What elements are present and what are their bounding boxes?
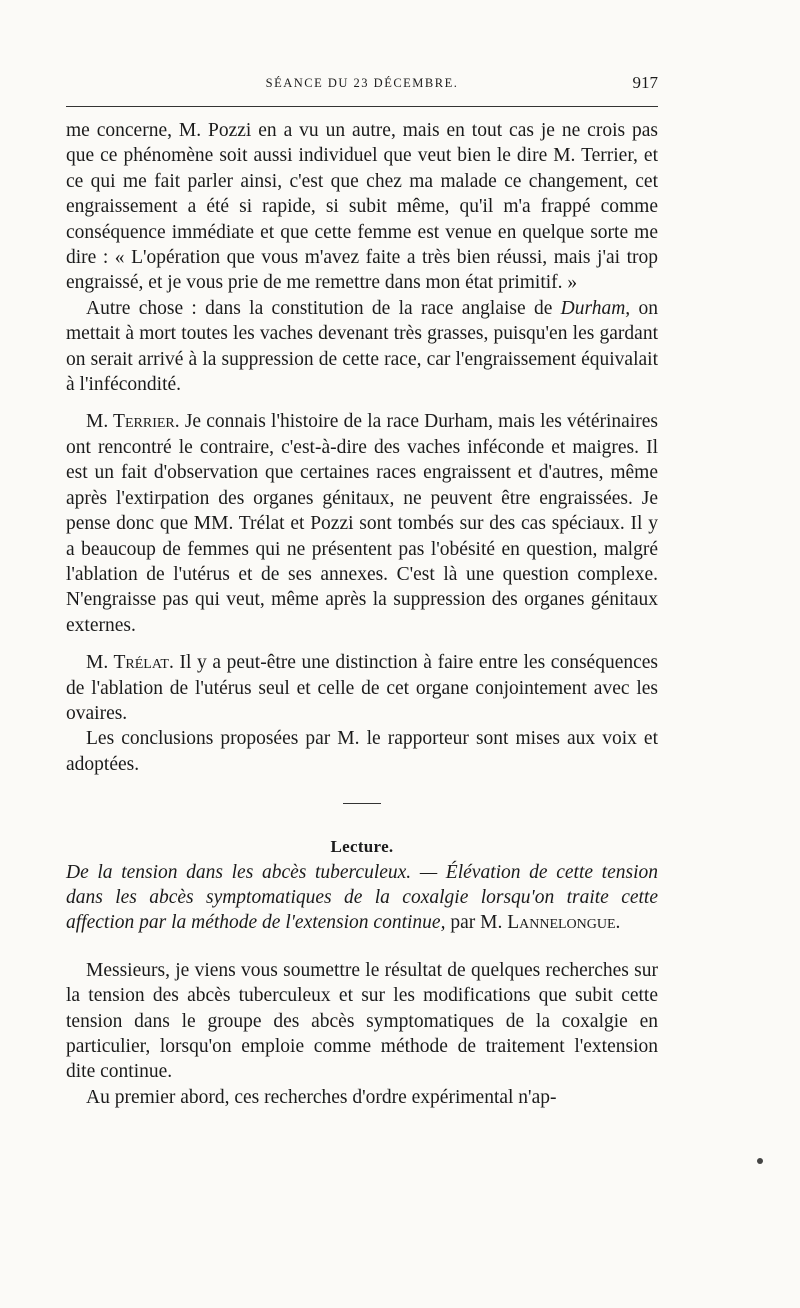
lecture-by: par bbox=[445, 912, 481, 934]
page-body bbox=[66, 118, 658, 1110]
lecture-title bbox=[66, 860, 658, 936]
lecture-author: M. Lannelongue. bbox=[480, 912, 621, 934]
header-rule bbox=[66, 106, 658, 107]
paragraph-durham-end: on mettait à mort toutes les vaches devenant très grasses, puisqu'en les gardant on serait arrivé à la suppression de cette race, car l'engraissement équivalait à l'infécondité. bbox=[66, 297, 658, 396]
page-header bbox=[66, 73, 658, 100]
paragraph-continued: me concerne, M. Pozzi en a vu un autre, mais en tout cas je ne crois pas que ce phénomène soit aussi individuel que veut bien le dire M. Terrier, et ce qui me fait parler ainsi, c'est que chez ma malade ce changement, cet engraissement a été si rapide, si subit même, qu'il m'a frappé comme conséquence immédiate et que cette femme est venue en quelque sorte me dire : « L'opération que vous m'avez faite a très bien réussi, mais j'ai trop engraissé, et je vous prie de me remettre dans mon état primitif. » bbox=[66, 120, 658, 294]
paragraph-durham bbox=[66, 296, 658, 398]
paragraph-conclusions: Les conclusions proposées par M. le rapporteur sont mises aux voix et adoptées. bbox=[66, 728, 658, 775]
page-number: 917 bbox=[632, 73, 658, 92]
margin-dot bbox=[757, 1158, 763, 1164]
paragraph-trelat bbox=[66, 650, 658, 726]
terrier-remarks: Je connais l'histoire de la race Durham, mais les vétérinaires ont rencontré le contraire, c'est-à-dire des vaches inféconde et maigres. Il est un fait d'observation que certaines races engraissent et d'autres, même après l'extirpation des organes génitaux, ne peuvent être engraissées. Je pense donc que MM. Trélat et Pozzi sont tombés sur des cas spéciaux. Il y a beaucoup de femmes qui ne présentent pas l'obésité en question, malgré l'ablation de l'utérus et de ses annexes. C'est là une question complexe. N'engraisse pas qui veut, même après la suppression des organes génitaux externes. bbox=[66, 411, 658, 636]
paragraph-lecture-continued: Au premier abord, ces recherches d'ordre expérimental n'ap- bbox=[86, 1086, 557, 1108]
speaker-terrier: M. Terrier. bbox=[86, 411, 180, 433]
paragraph-lecture-intro: Messieurs, je viens vous soumettre le résultat de quelques recherches sur la tension des abcès tuberculeux et sur les modifications que subit cette tension dans le groupe des abcès symptomatiques de la coxalgie en particulier, lorsqu'on emploie comme méthode de traitement l'extension dite continue. bbox=[66, 959, 658, 1083]
speaker-trelat: M. Trélat. bbox=[86, 652, 174, 674]
section-divider bbox=[343, 803, 381, 804]
lecture-title-text: De la tension dans les abcès tuberculeux. — Élévation de cette tension dans les abcès symptomatiques de la coxalgie lorsqu'on traite cette affection par la méthode de l'extension continue, bbox=[66, 861, 658, 934]
paragraph-terrier bbox=[66, 409, 658, 638]
running-head: SÉANCE DU 23 DÉCEMBRE. bbox=[265, 76, 459, 90]
durham-breed-name: Durham, bbox=[560, 297, 631, 319]
paragraph-durham-start: Autre chose : dans la constitution de la race anglaise de bbox=[86, 297, 561, 319]
trelat-remarks: Il y a peut-être une distinction à faire entre les conséquences de l'ablation de l'utérus seul et celle de cet organe conjointement avec les ovaires. bbox=[66, 652, 658, 724]
section-title: Lecture. bbox=[330, 837, 394, 857]
